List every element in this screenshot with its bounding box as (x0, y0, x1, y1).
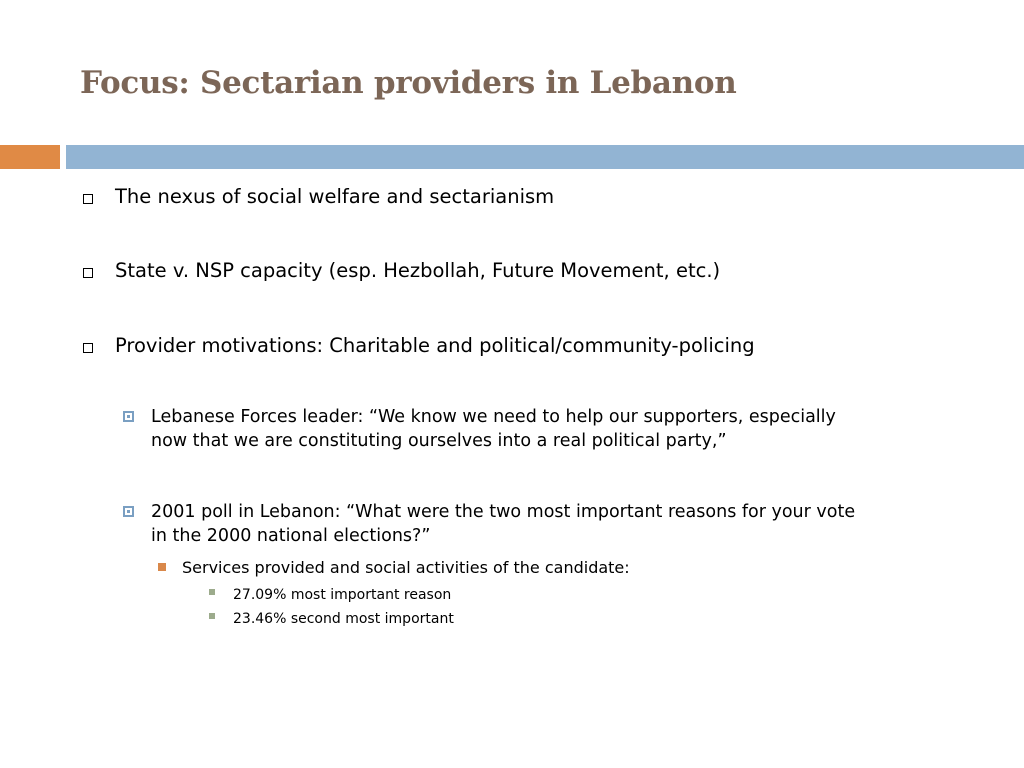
bullet-item (115, 258, 720, 284)
framed-square-bullet-icon (123, 506, 134, 517)
hollow-square-bullet-icon (83, 194, 93, 204)
hollow-square-bullet-icon (83, 343, 93, 353)
sub-sub-bullet-text: Services provided and social activities of the candidate: (182, 558, 630, 577)
sub-bullet-item (151, 405, 836, 453)
filled-square-bullet-icon (158, 563, 166, 571)
sub-bullet-text-line: 2001 poll in Lebanon: “What were the two most important reasons for your vote (151, 502, 856, 522)
sub-sub-bullet-item (182, 557, 630, 579)
bullet-text: Provider motivations: Charitable and political/community-policing (115, 334, 755, 357)
bullet-item (115, 333, 755, 359)
bullet-text: The nexus of social welfare and sectarianism (115, 185, 555, 208)
level4-bullet-text: 23.46% second most important (233, 611, 454, 627)
level4-bullet-item (233, 608, 454, 629)
framed-square-bullet-icon (123, 411, 134, 422)
bullet-item (115, 184, 554, 210)
slide-title: Focus: Sectarian providers in Lebanon (80, 65, 737, 101)
level4-bullet-text: 27.09% most important reason (233, 587, 452, 603)
sub-bullet-text-line: now that we are constituting ourselves into a real political party,” (151, 431, 727, 451)
bullet-text: State v. NSP capacity (esp. Hezbollah, Future Movement, etc.) (115, 259, 721, 282)
sub-bullet-text-line: in the 2000 national elections?” (151, 526, 431, 546)
level4-bullet-item (233, 584, 451, 605)
hollow-square-bullet-icon (83, 268, 93, 278)
sub-bullet-text-line: Lebanese Forces leader: “We know we need to help our supporters, especially (151, 407, 836, 427)
small-square-bullet-icon (209, 589, 215, 595)
sub-bullet-item (151, 500, 855, 548)
small-square-bullet-icon (209, 613, 215, 619)
